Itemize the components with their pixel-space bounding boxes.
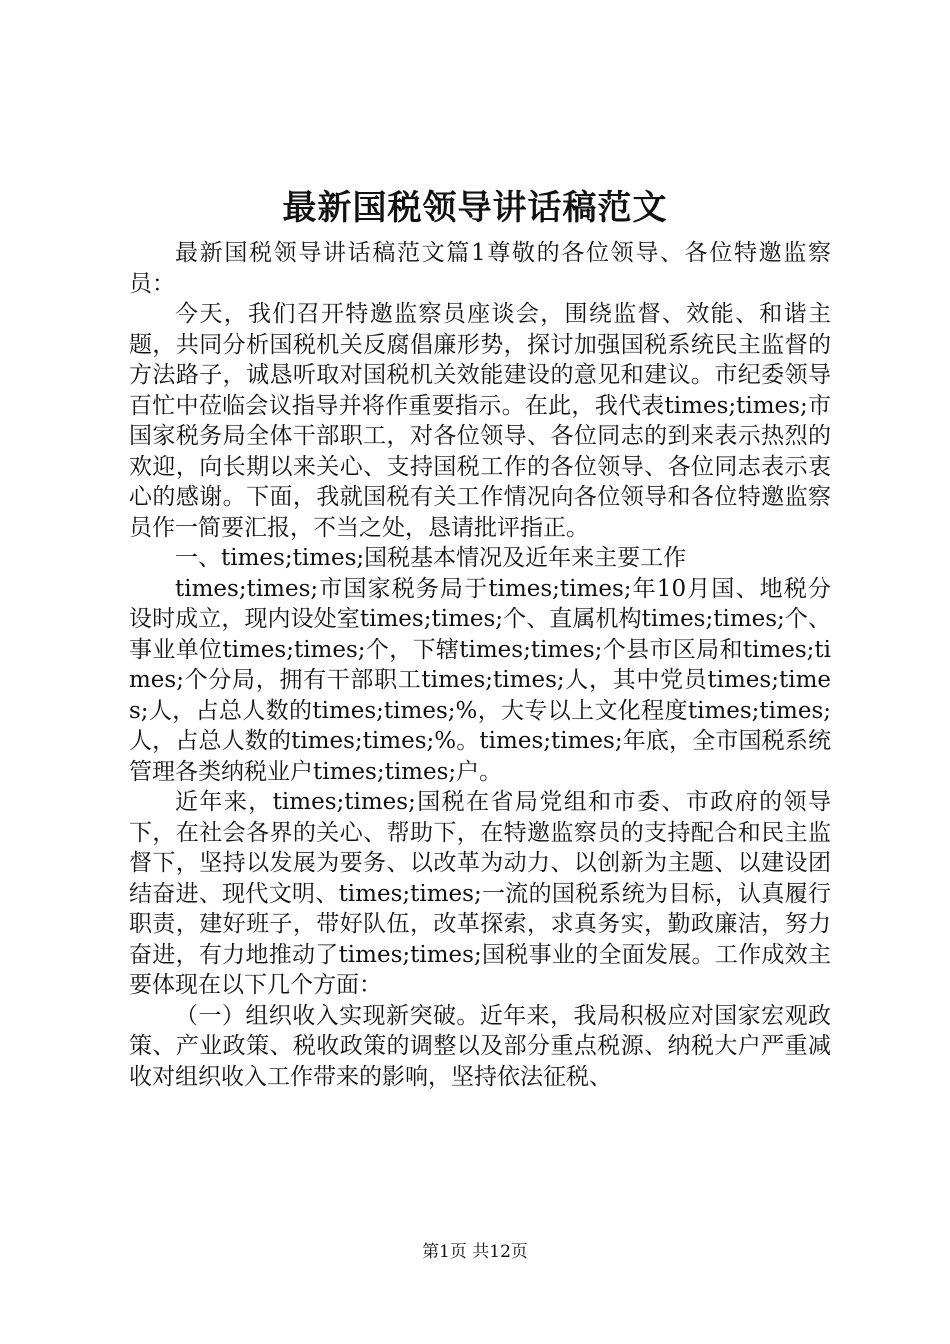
page-footer: 第1页 共12页 [422,1242,528,1262]
paragraph-basic-info: times;times;市国家税务局于times;times;年10月国、地税分设时成立，现内设处室times;times;个、直属机构times;times;个、事业单位times;times;个，下辖times;times;个县市区局和times;times;个分局，拥有干部职工times;times;人，其中党员times;times;人，占总人数的times;times;%，大专以上文化程度times;times;人，占总人数的times;times;%。times;times;年底，全市国税系统管理各类纳税业户times;times;户。 [129,575,831,785]
document-title: 最新国税领导讲话稿范文 [282,188,668,228]
paragraph-salutation: 最新国税领导讲话稿范文篇1尊敬的各位领导、各位特邀监察员： [129,240,831,297]
paragraph-recent-work: 近年来，times;times;国税在省局党组和市委、市政府的领导下，在社会各界的关心、帮助下，在特邀监察员的支持配合和民主监督下，坚持以发展为要务、以改革为动力、以创新为主题、以建设团结奋进、现代文明、times;times;一流的国税系统为目标，认真履行职责，建好班子，带好队伍，改革探索，求真务实，勤政廉洁，努力奋进，有力地推动了times;times;国税事业的全面发展。工作成效主要体现在以下几个方面： [129,789,831,998]
document-body [129,238,831,1092]
paragraph-revenue: （一）组织收入实现新突破。近年来，我局积极应对国家宏观政策、产业政策、税收政策的调整以及部分重点税源、纳税大户严重减收对组织收入工作带来的影响，坚持依法征税、 [129,1002,831,1090]
paragraph-opening: 今天，我们召开特邀监察员座谈会，围绕监督、效能、和谐主题，共同分析国税机关反腐倡廉形势，探讨加强国税系统民主监督的方法路子，诚恳听取对国税机关效能建设的意见和建议。市纪委领导百忙中莅临会议指导并将作重要指示。在此，我代表times;times;市国家税务局全体干部职工，对各位领导、各位同志的到来表示热烈的欢迎，向长期以来关心、支持国税工作的各位领导、各位同志表示衷心的感谢。下面，我就国税有关工作情况向各位领导和各位特邀监察员作一简要汇报，不当之处，恳请批评指正。 [129,301,831,541]
section-heading-1: 一、times;times;国税基本情况及近年来主要工作 [175,545,687,571]
